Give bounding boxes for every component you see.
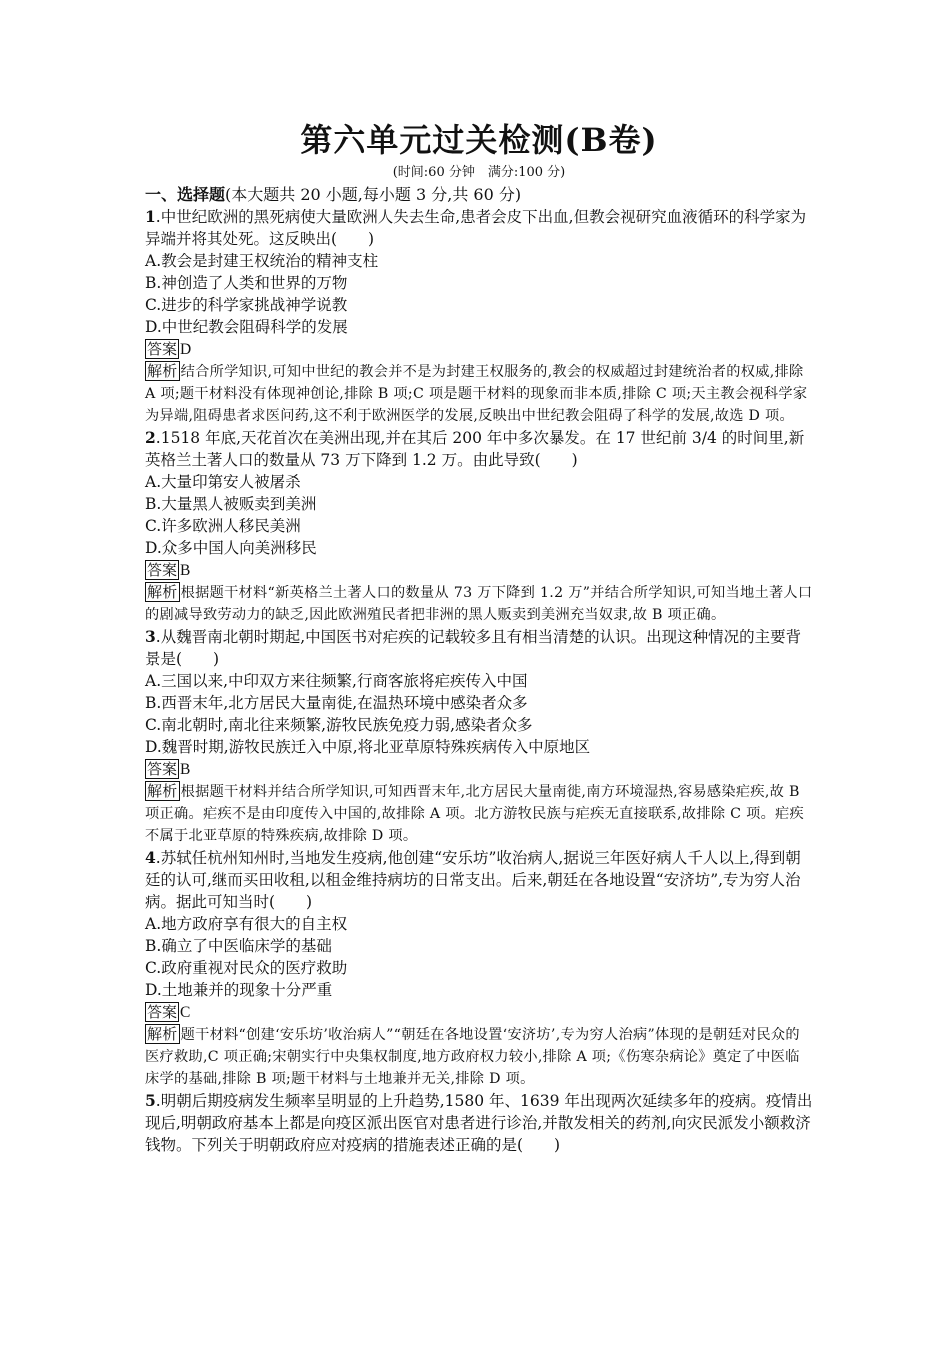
analysis-line [145,582,813,626]
answer-tag: 答案 [147,561,178,579]
question-stem [145,427,813,471]
answer-value: D [180,341,192,358]
answer-line [145,559,813,582]
question-stem [145,847,813,913]
analysis-line [145,1024,813,1090]
question-4 [145,847,813,1090]
option-c: C.许多欧洲人移民美洲 [145,517,301,535]
question-number: 1 [145,207,156,226]
answer-tag: 答案 [147,760,178,778]
question-text: .明朝后期疫病发生频率呈明显的上升趋势,1580 年、1639 年出现两次延续多年的疫病。疫情出现后,明朝政府基本上都是向疫区派出医官对患者进行诊治,并散发相关的药剂,向灾民派发小额救济钱物。下列关于明朝政府应对疫病的措施表述正确的是( ) [145,1092,813,1154]
question-number: 2 [145,428,156,447]
question-text: .从魏晋南北朝时期起,中国医书对疟疾的记载较多且有相当清楚的认识。出现这种情况的主要背景是( ) [145,628,802,668]
question-number: 3 [145,627,156,646]
question-3 [145,626,813,847]
option-d: D.土地兼并的现象十分严重 [145,981,333,999]
question-number: 4 [145,848,156,867]
answer-tag: 答案 [147,1003,178,1021]
option-b: B.大量黑人被贩卖到美洲 [145,495,317,513]
option-b: B.西晋末年,北方居民大量南徙,在温热环境中感染者众多 [145,694,528,712]
option-d: D.魏晋时期,游牧民族迁入中原,将北亚草原特殊疾病传入中原地区 [145,738,591,756]
analysis-tag: 解析 [147,1025,178,1043]
answer-line [145,338,813,361]
question-text: .苏轼任杭州知州时,当地发生疫病,他创建“安乐坊”收治病人,据说三年医好病人千人以上,得到朝廷的认可,继而买田收租,以租金维持病坊的日常支出。后来,朝廷在各地设置“安济坊”,专为穷人治病。据此可知当时( ) [145,849,801,911]
document-page [145,118,813,1156]
answer-line [145,758,813,781]
option-a: A.教会是封建王权统治的精神支柱 [145,252,379,270]
answer-tag: 答案 [147,340,178,358]
page-title: 第六单元过关检测(B卷) [300,121,658,159]
answer-line [145,1001,813,1024]
analysis-text: 根据题干材料并结合所学知识,可知西晋末年,北方居民大量南徙,南方环境湿热,容易感染疟疾,故 B 项正确。疟疾不是由印度传入中国的,故排除 A 项。北方游牧民族与疟疾无直接联系,故排除 C 项。疟疾不属于北亚草原的特殊疾病,故排除 D 项。 [145,784,805,844]
option-c: C.进步的科学家挑战神学说教 [145,296,348,314]
question-stem [145,626,813,670]
question-1 [145,206,813,427]
analysis-text: 结合所学知识,可知中世纪的教会并不是为封建王权服务的,教会的权威超过封建统治者的权威,排除 A 项;题干材料没有体现神创论,排除 B 项;C 项是题干材料的现象而非本质,排除 C 项;天主教会视科学家为异端,阻碍患者求医问药,这不利于欧洲医学的发展,反映出中世纪教会阻碍了科学的发展,故选 D 项。 [145,364,808,424]
analysis-line [145,361,813,427]
question-text: .1518 年底,天花首次在美洲出现,并在其后 200 年中多次暴发。在 17 世纪前 3/4 的时间里,新英格兰土著人口的数量从 73 万下降到 1.2 万。由此导致( ) [145,429,805,469]
analysis-tag: 解析 [147,362,178,380]
section-heading [145,184,813,206]
option-c: C.政府重视对民众的医疗救助 [145,959,348,977]
answer-value: C [180,1004,191,1021]
answer-value: B [180,562,191,579]
analysis-tag: 解析 [147,583,178,601]
analysis-text: 题干材料“创建‘安乐坊’收治病人”“朝廷在各地设置‘安济坊’,专为穷人治病”体现的是朝廷对民众的医疗救助,C 项正确;宋朝实行中央集权制度,地方政府权力较小,排除 A 项;《伤寒杂病论》奠定了中医临床学的基础,排除 B 项;题干材料与土地兼并无关,排除 D 项。 [145,1027,800,1087]
analysis-line [145,781,813,847]
option-c: C.南北朝时,南北往来频繁,游牧民族免疫力弱,感染者众多 [145,716,533,734]
question-2 [145,427,813,626]
option-d: D.众多中国人向美洲移民 [145,539,317,557]
analysis-tag: 解析 [147,782,178,800]
question-stem [145,206,813,250]
question-5 [145,1090,813,1156]
section-title: 一、选择题 [145,185,226,204]
section-note: (本大题共 20 小题,每小题 3 分,共 60 分) [225,185,522,204]
option-a: A.大量印第安人被屠杀 [145,473,301,491]
option-d: D.中世纪教会阻碍科学的发展 [145,318,348,336]
option-a: A.三国以来,中印双方来往频繁,行商客旅将疟疾传入中国 [145,672,528,690]
question-stem [145,1090,813,1156]
option-a: A.地方政府享有很大的自主权 [145,915,348,933]
option-b: B.神创造了人类和世界的万物 [145,274,348,292]
exam-info: (时间:60 分钟 满分:100 分) [392,165,566,180]
answer-value: B [180,761,191,778]
analysis-text: 根据题干材料“新英格兰土著人口的数量从 73 万下降到 1.2 万”并结合所学知识,可知当地土著人口的剧减导致劳动力的缺乏,因此欧洲殖民者把非洲的黑人贩卖到美洲充当奴隶,故 B 项正确。 [145,585,813,623]
question-text: .中世纪欧洲的黑死病使大量欧洲人失去生命,患者会皮下出血,但教会视研究血液循环的科学家为异端并将其处死。这反映出( ) [145,208,807,248]
question-number: 5 [145,1091,156,1110]
option-b: B.确立了中医临床学的基础 [145,937,332,955]
